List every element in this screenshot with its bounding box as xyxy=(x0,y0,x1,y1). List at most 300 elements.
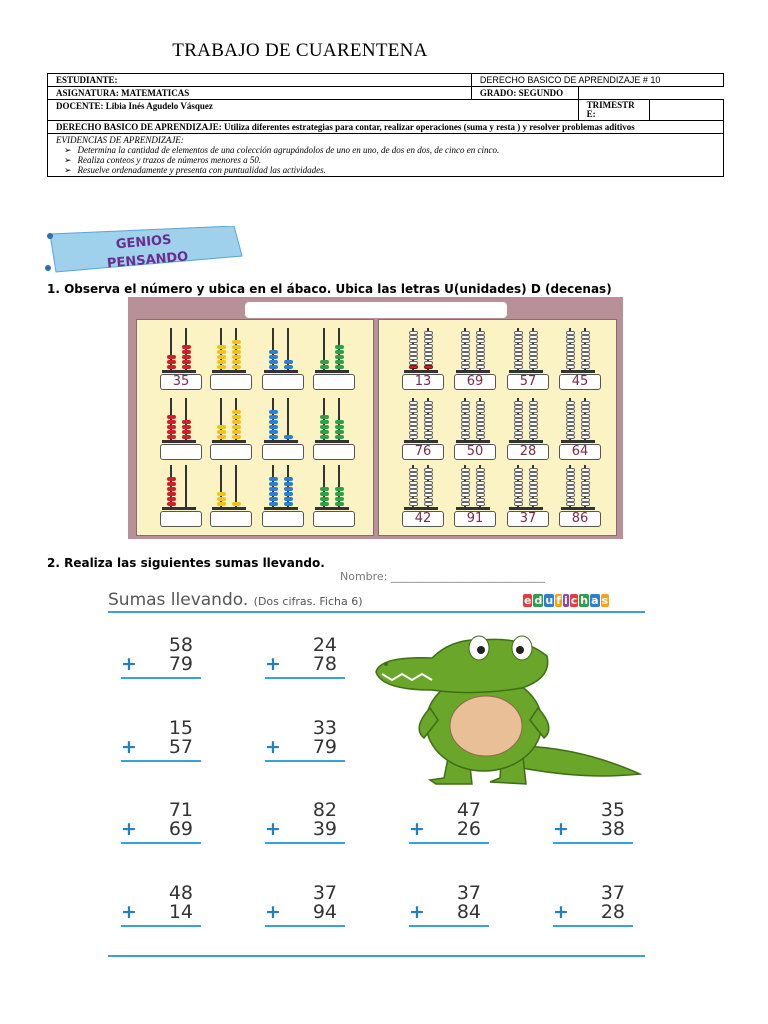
trimester-label-2: E: xyxy=(586,109,596,119)
abacus-number: 86 xyxy=(559,511,601,527)
addend-top: 47 xyxy=(456,799,481,821)
worksheet-subtitle: (Dos cifras. Ficha 6) xyxy=(253,595,363,608)
plus-sign: + xyxy=(265,736,281,758)
abacus-bead xyxy=(461,356,470,360)
abacus-number: 76 xyxy=(402,444,444,460)
abacus-bead xyxy=(476,331,485,335)
abacus-bead xyxy=(529,476,538,480)
abacus-bead xyxy=(476,472,485,476)
plus-sign: + xyxy=(265,653,281,675)
abacus-bead xyxy=(409,339,418,343)
abacus-bead xyxy=(217,350,226,354)
abacus-bead xyxy=(476,361,485,365)
abacus-bead xyxy=(581,331,590,335)
sum-line xyxy=(121,925,201,927)
addition-problem xyxy=(121,884,201,927)
abacus-bead xyxy=(566,335,575,339)
abacus-bead xyxy=(409,476,418,480)
abacus-bead xyxy=(529,361,538,365)
student-cell: ESTUDIANTE: xyxy=(48,74,472,87)
abacus-bead xyxy=(182,345,191,349)
abacus-bead xyxy=(529,485,538,489)
abacus-bead xyxy=(581,414,590,418)
addend-top: 71 xyxy=(168,799,193,821)
abacus-bead xyxy=(566,498,575,502)
answer-box xyxy=(160,444,202,460)
abacus-bead xyxy=(424,468,433,472)
abacus-base xyxy=(404,370,438,373)
abacus-base xyxy=(212,440,246,443)
abacus-bead xyxy=(424,331,433,335)
subject-cell: ASIGNATURA: MATEMATICAS xyxy=(48,87,472,100)
addend-bottom-row xyxy=(409,903,489,922)
abacus-bead xyxy=(409,493,418,497)
addend-top: 37 xyxy=(312,882,337,904)
abacus-bead xyxy=(269,365,278,369)
abacus-bead xyxy=(529,344,538,348)
abacus-base xyxy=(212,507,246,510)
abacus-bead xyxy=(566,426,575,430)
abacus-bead xyxy=(529,401,538,405)
abacus-bead xyxy=(424,489,433,493)
addend-bottom: 14 xyxy=(168,901,193,923)
abacus-bead xyxy=(581,485,590,489)
abacus-base xyxy=(315,440,349,443)
answer-box xyxy=(262,511,304,527)
abacus-bead xyxy=(424,502,433,506)
addend-top: 24 xyxy=(312,634,337,656)
abacus-bead xyxy=(566,418,575,422)
info-table xyxy=(47,73,724,177)
abacus-bead xyxy=(529,468,538,472)
abacus-bead xyxy=(284,482,293,486)
addend-bottom-row xyxy=(121,655,201,674)
abacus-bead xyxy=(461,344,470,348)
abacus-bead xyxy=(581,405,590,409)
abacus-number: 42 xyxy=(402,511,444,527)
abacus-bead xyxy=(476,414,485,418)
abacus-bead xyxy=(566,481,575,485)
abacus-bead xyxy=(461,422,470,426)
abacus-bead xyxy=(182,435,191,439)
abacus-bead xyxy=(232,430,241,434)
bottom-line xyxy=(108,955,645,957)
abacus-bead xyxy=(461,489,470,493)
addend-bottom-row xyxy=(121,903,201,922)
abacus-bead xyxy=(581,418,590,422)
logo-letter: f xyxy=(556,594,561,607)
abacus-bead xyxy=(320,502,329,506)
abacus-bead xyxy=(167,425,176,429)
abacus-bead xyxy=(424,409,433,413)
abacus-bead xyxy=(514,352,523,356)
abacus-bead xyxy=(269,420,278,424)
abacus-bead xyxy=(232,345,241,349)
abacus-bead xyxy=(476,468,485,472)
abacus-bead xyxy=(269,497,278,501)
abacus-bead xyxy=(409,344,418,348)
abacus-bead xyxy=(514,414,523,418)
abacus-bead xyxy=(514,405,523,409)
abacus-number: 50 xyxy=(454,444,496,460)
abacus-base xyxy=(456,507,490,510)
abacus-bead xyxy=(424,493,433,497)
abacus-bead xyxy=(514,426,523,430)
addition-problem xyxy=(265,884,345,927)
question-1: 1. Observa el número y ubica en el ábaco. Ubica las letras U(unidades) D (decenas) xyxy=(47,282,612,296)
abacus-bead xyxy=(424,498,433,502)
abacus-bead xyxy=(335,487,344,491)
abacus-base xyxy=(509,370,543,373)
abacus-bead xyxy=(581,493,590,497)
sum-line xyxy=(265,925,345,927)
dba-cell xyxy=(48,121,724,134)
sum-line xyxy=(121,760,201,762)
abacus-bead xyxy=(581,339,590,343)
abacus-bead xyxy=(335,360,344,364)
abacus-bead xyxy=(269,425,278,429)
worksheet-title xyxy=(108,590,363,610)
abacus-bead xyxy=(514,331,523,335)
abacus-bead xyxy=(581,468,590,472)
abacus-bead xyxy=(320,497,329,501)
abacus-bead xyxy=(217,345,226,349)
sum-line xyxy=(121,842,201,844)
abacus-bead xyxy=(566,409,575,413)
abacus-bead xyxy=(232,340,241,344)
abacus-bead xyxy=(514,401,523,405)
plus-sign: + xyxy=(265,901,281,923)
abacus-bead xyxy=(232,410,241,414)
abacus-bead xyxy=(269,355,278,359)
abacus-bead xyxy=(167,420,176,424)
abacus-bead xyxy=(335,350,344,354)
abacus-base xyxy=(404,507,438,510)
abacus-bead xyxy=(581,409,590,413)
sum-line xyxy=(553,925,633,927)
dba-label: DERECHO BASICO DE APRENDIZAJE: xyxy=(56,122,222,132)
abacus-bead xyxy=(232,502,241,506)
abacus-bead xyxy=(167,355,176,359)
abacus-bead xyxy=(232,415,241,419)
abacus-bead xyxy=(409,361,418,365)
addend-top: 48 xyxy=(168,882,193,904)
abacus-base xyxy=(561,370,595,373)
abacus-bead xyxy=(232,350,241,354)
answer-box xyxy=(313,444,355,460)
abacus-bead xyxy=(320,360,329,364)
addend-bottom: 78 xyxy=(312,653,337,675)
abacus-bead xyxy=(514,348,523,352)
answer-box xyxy=(262,374,304,390)
addend-top: 82 xyxy=(312,799,337,821)
abacus-bead xyxy=(409,489,418,493)
addend-bottom-row xyxy=(121,738,201,757)
addition-problem xyxy=(265,636,345,679)
addend-bottom: 28 xyxy=(600,901,625,923)
abacus-bead xyxy=(476,481,485,485)
abacus-bead xyxy=(581,426,590,430)
abacus-bead xyxy=(217,492,226,496)
abacus-bead xyxy=(566,344,575,348)
abacus-bead xyxy=(476,426,485,430)
abacus-bead xyxy=(461,476,470,480)
abacus-bead xyxy=(476,348,485,352)
addend-top: 37 xyxy=(600,882,625,904)
abacus-bead xyxy=(566,348,575,352)
abacus-bead xyxy=(514,365,523,369)
addition-problem xyxy=(553,801,633,844)
addend-bottom: 79 xyxy=(312,736,337,758)
abacus-bead xyxy=(409,352,418,356)
abacus-bead xyxy=(476,344,485,348)
abacus-bead xyxy=(461,431,470,435)
abacus-bead xyxy=(335,435,344,439)
addend-bottom-row xyxy=(553,903,633,922)
banner-line-2: PENSANDO xyxy=(106,249,189,272)
addend-top: 33 xyxy=(312,717,337,739)
abacus-bead xyxy=(461,401,470,405)
abacus-bead xyxy=(476,405,485,409)
abacus-bead xyxy=(581,356,590,360)
plus-sign: + xyxy=(553,818,569,840)
logo-letter: c xyxy=(570,594,578,607)
abacus-bead xyxy=(424,344,433,348)
abacus-bead xyxy=(269,492,278,496)
abacus-bead xyxy=(232,435,241,439)
abacus-base xyxy=(162,370,196,373)
grade-blank xyxy=(578,87,723,100)
abacus-bead xyxy=(335,502,344,506)
abacus-bead xyxy=(335,365,344,369)
abacus-bead xyxy=(167,430,176,434)
abacus-number: 64 xyxy=(559,444,601,460)
abacus-bead xyxy=(566,431,575,435)
abacus-bead xyxy=(269,435,278,439)
answer-box xyxy=(210,511,252,527)
abacus-bead xyxy=(529,339,538,343)
abacus-bead xyxy=(529,352,538,356)
abacus-bead xyxy=(529,481,538,485)
abacus-number: 28 xyxy=(507,444,549,460)
abacus-bead xyxy=(409,331,418,335)
abacus-bead xyxy=(566,356,575,360)
abacus-bead xyxy=(461,331,470,335)
abacus-bead xyxy=(476,493,485,497)
abacus-bead xyxy=(284,365,293,369)
abacus-bead xyxy=(167,482,176,486)
logo-letter: d xyxy=(534,594,543,607)
abacus-bead xyxy=(217,365,226,369)
abacus-bead xyxy=(581,502,590,506)
abacus-bead xyxy=(424,472,433,476)
abacus-bead xyxy=(424,476,433,480)
abacus-bead xyxy=(269,477,278,481)
abacus-bead xyxy=(409,431,418,435)
abacus-bead xyxy=(581,472,590,476)
abacus-bead xyxy=(424,414,433,418)
abacus-bead xyxy=(461,409,470,413)
addition-problem xyxy=(121,636,201,679)
abacus-bead xyxy=(461,502,470,506)
abacus-base xyxy=(264,507,298,510)
addition-problem xyxy=(409,801,489,844)
addend-bottom: 26 xyxy=(456,818,481,840)
abacus-bead xyxy=(167,487,176,491)
addend-bottom: 57 xyxy=(168,736,193,758)
answer-box xyxy=(262,444,304,460)
abacus-bead xyxy=(167,492,176,496)
logo-letter: h xyxy=(580,594,589,607)
abacus-bead xyxy=(461,498,470,502)
abacus-bead xyxy=(476,498,485,502)
document-title: TRABAJO DE CUARENTENA xyxy=(172,40,428,61)
abacus-bead xyxy=(409,485,418,489)
abacus-bead xyxy=(182,430,191,434)
abacus-bead xyxy=(581,361,590,365)
abacus-bead xyxy=(566,485,575,489)
abacus-base xyxy=(456,440,490,443)
abacus-number: 57 xyxy=(507,374,549,390)
abacus-base xyxy=(509,440,543,443)
abacus-base xyxy=(264,370,298,373)
abacus-bead xyxy=(424,431,433,435)
abacus-bead xyxy=(461,481,470,485)
abacus-caption-box xyxy=(245,302,507,318)
abacus-bead xyxy=(566,339,575,343)
abacus-bead xyxy=(566,468,575,472)
abacus-bead xyxy=(269,430,278,434)
abacus-bead xyxy=(461,435,470,439)
abacus-bead xyxy=(284,492,293,496)
addend-bottom-row xyxy=(409,820,489,839)
abacus-bead xyxy=(529,414,538,418)
abacus-bead xyxy=(514,418,523,422)
plus-sign: + xyxy=(121,901,137,923)
abacus-bead xyxy=(217,502,226,506)
abacus-bead xyxy=(514,409,523,413)
abacus-bead xyxy=(182,420,191,424)
addend-bottom-row xyxy=(265,655,345,674)
addend-bottom-row xyxy=(553,820,633,839)
abacus-bead xyxy=(424,405,433,409)
abacus-bead xyxy=(424,352,433,356)
abacus-bead xyxy=(476,409,485,413)
teacher-cell: DOCENTE: Libia Inés Agudelo Vásquez xyxy=(48,100,579,121)
abacus-bead xyxy=(529,426,538,430)
abacus-bead xyxy=(409,348,418,352)
abacus-bead xyxy=(182,350,191,354)
abacus-bead xyxy=(461,352,470,356)
addend-top: 35 xyxy=(600,799,625,821)
abacus-number: 45 xyxy=(559,374,601,390)
abacus-bead xyxy=(284,435,293,439)
abacus-bead xyxy=(409,426,418,430)
abacus-bead xyxy=(581,365,590,369)
abacus-bead xyxy=(409,498,418,502)
abacus-rod xyxy=(185,465,187,509)
abacus-bead xyxy=(269,502,278,506)
plus-sign: + xyxy=(409,901,425,923)
abacus-bead xyxy=(217,355,226,359)
abacus-bead xyxy=(232,365,241,369)
abacus-bead xyxy=(269,410,278,414)
addend-top: 58 xyxy=(168,634,193,656)
title-underline xyxy=(108,611,645,613)
logo-letter: a xyxy=(591,594,599,607)
abacus-bead xyxy=(581,435,590,439)
abacus-bead xyxy=(476,435,485,439)
abacus-bead xyxy=(566,331,575,335)
abacus-base xyxy=(212,370,246,373)
abacus-bead xyxy=(476,356,485,360)
abacus-bead xyxy=(320,430,329,434)
abacus-bead xyxy=(476,365,485,369)
abacus-bead xyxy=(514,498,523,502)
abacus-bead xyxy=(581,352,590,356)
abacus-bead xyxy=(409,435,418,439)
abacus-bead xyxy=(529,348,538,352)
abacus-bead xyxy=(167,365,176,369)
abacus-base xyxy=(162,440,196,443)
abacus-bead xyxy=(409,365,418,369)
abacus-bead xyxy=(232,355,241,359)
abacus-bead xyxy=(581,344,590,348)
worksheet-name-line: Nombre: ____________________________ xyxy=(340,570,545,583)
addition-problem xyxy=(265,719,345,762)
plus-sign: + xyxy=(265,818,281,840)
abacus-bead xyxy=(409,405,418,409)
abacus-bead xyxy=(269,487,278,491)
plus-sign: + xyxy=(121,736,137,758)
abacus-bead xyxy=(529,502,538,506)
abacus-bead xyxy=(320,487,329,491)
abacus-bead xyxy=(514,344,523,348)
abacus-bead xyxy=(217,430,226,434)
abacus-bead xyxy=(217,435,226,439)
abacus-panel xyxy=(128,297,623,539)
abacus-bead xyxy=(409,409,418,413)
abacus-bead xyxy=(424,418,433,422)
grade-cell: GRADO: SEGUNDO xyxy=(471,87,578,100)
abacus-bead xyxy=(514,481,523,485)
abacus-bead xyxy=(514,422,523,426)
abacus-bead xyxy=(232,360,241,364)
abacus-bead xyxy=(566,352,575,356)
abacus-bead xyxy=(461,339,470,343)
abacus-bead xyxy=(167,415,176,419)
abacus-bead xyxy=(476,485,485,489)
abacus-bead xyxy=(182,425,191,429)
abacus-bead xyxy=(581,476,590,480)
abacus-bead xyxy=(476,489,485,493)
abacus-bead xyxy=(424,435,433,439)
abacus-bead xyxy=(461,348,470,352)
abacus-base xyxy=(264,440,298,443)
answer-box xyxy=(313,511,355,527)
abacus-bead xyxy=(424,485,433,489)
abacus-bead xyxy=(581,489,590,493)
addend-bottom: 79 xyxy=(168,653,193,675)
abacus-bead xyxy=(409,401,418,405)
dba-number-cell: DERECHO BASICO DE APRENDIZAJE # 10 xyxy=(471,74,723,87)
abacus-bead xyxy=(566,476,575,480)
logo-letter: u xyxy=(545,594,554,607)
abacus-bead xyxy=(409,356,418,360)
abacus-bead xyxy=(409,502,418,506)
abacus-bead xyxy=(284,487,293,491)
abacus-number: 69 xyxy=(454,374,496,390)
